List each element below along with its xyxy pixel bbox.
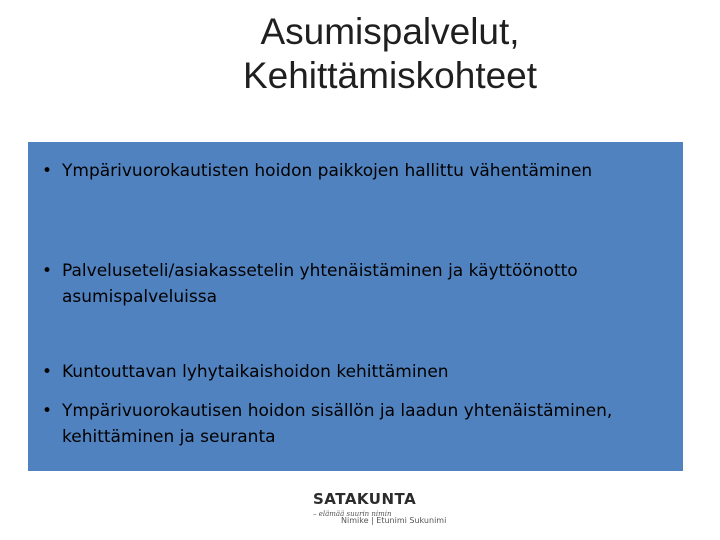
content-box (28, 142, 683, 471)
footer-author-text: Nimike | Etunimi Sukunimi (341, 516, 447, 525)
slide-title-line-2: Kehittämiskohteet (242, 55, 538, 96)
bullet-item (42, 258, 682, 310)
bullet-icon: • (42, 362, 53, 382)
bullet-icon: • (42, 161, 53, 181)
bullet-icon: • (42, 261, 53, 281)
slide-title (160, 10, 620, 98)
logo-name: SATAKUNTA (313, 490, 417, 508)
slide-title-line-1: Asumispalvelut, (260, 11, 520, 52)
bullet-text: Ympärivuorokautisten hoidon paikkojen hallittu vähentäminen (62, 161, 593, 181)
bullet-text: Kuntouttavan lyhytaikaishoidon kehittäminen (62, 362, 449, 382)
bullet-icon: • (42, 401, 53, 421)
bullet-text: Palveluseteli/asiakassetelin yhtenäistäminen ja käyttöönotto asumispalveluissa (62, 261, 578, 307)
logo-tagline: – elämää suurin nimin (313, 510, 392, 518)
bullet-item (42, 359, 682, 385)
bullet-text: Ympärivuorokautisen hoidon sisällön ja laadun yhtenäistäminen, kehittäminen ja seuranta (62, 401, 613, 447)
bullet-item (42, 398, 682, 450)
bullet-item (42, 158, 682, 184)
